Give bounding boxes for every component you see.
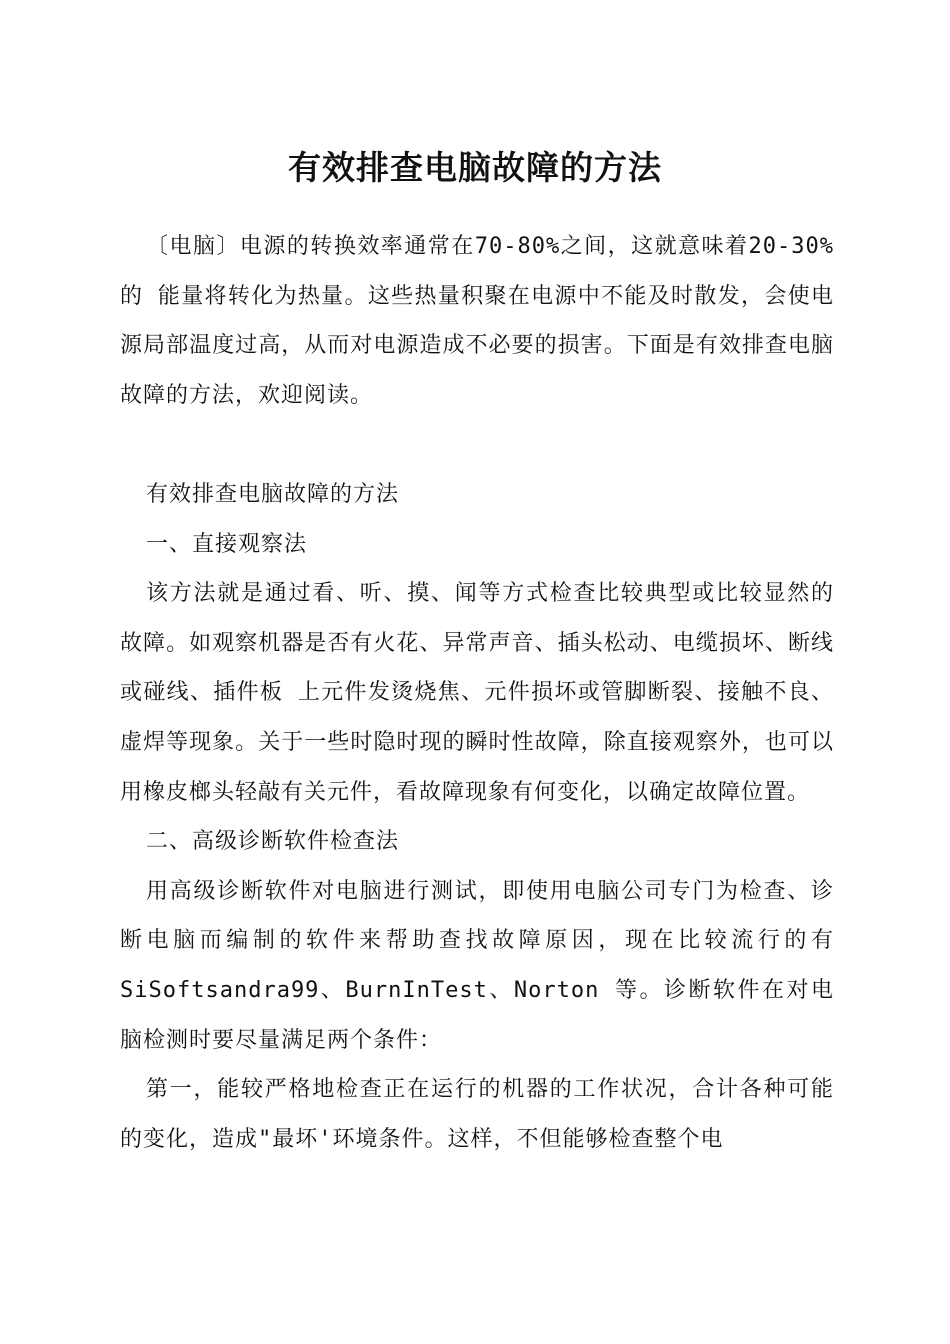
section-heading-diagnostic-software: 二、高级诊断软件检查法 [146,829,400,855]
direct-observation-paragraph: 该方法就是通过看、听、摸、闻等方式检查比较典型或比较显然的故障。如观察机器是否有火花、异常声音、插头松动、电缆损坏、断线或碰线、插件板 上元件发烫烧焦、元件损坏或管脚断裂、接触不良、虚焊等现象。关于一些时隐时现的瞬时性故障，除直接观察外，也可以用橡皮榔头轻敲有关元件，看故障现象有何变化，以确定故障位置。 [120,581,834,805]
section-heading-direct-observation: 一、直接观察法 [146,531,308,557]
condition-one-paragraph: 第一，能较严格地检查正在运行的机器的工作状况，合计各种可能的变化，造成"最坏'环境条件。这样，不但能够检查整个电 [120,1077,834,1152]
section-heading-methods: 有效排查电脑故障的方法 [146,481,400,507]
document-title: 有效排查电脑故障的方法 [288,148,662,187]
paragraph-spacer [120,420,834,470]
document-body [120,222,834,1164]
diagnostic-software-paragraph: 用高级诊断软件对电脑进行测试，即使用电脑公司专门为检查、诊断电脑而编制的软件来帮助查找故障原因，现在比较流行的有SiSoftsandra99、BurnInTest、Norton 等。诊断软件在对电脑检测时要尽量满足两个条件： [120,878,834,1053]
intro-paragraph: 〔电脑〕电源的转换效率通常在70-80%之间，这就意味着20-30%的 能量将转化为热量。这些热量积聚在电源中不能及时散发，会使电源局部温度过高，从而对电源造成不必要的损害。下面是有效排查电脑故障的方法，欢迎阅读。 [120,234,834,408]
